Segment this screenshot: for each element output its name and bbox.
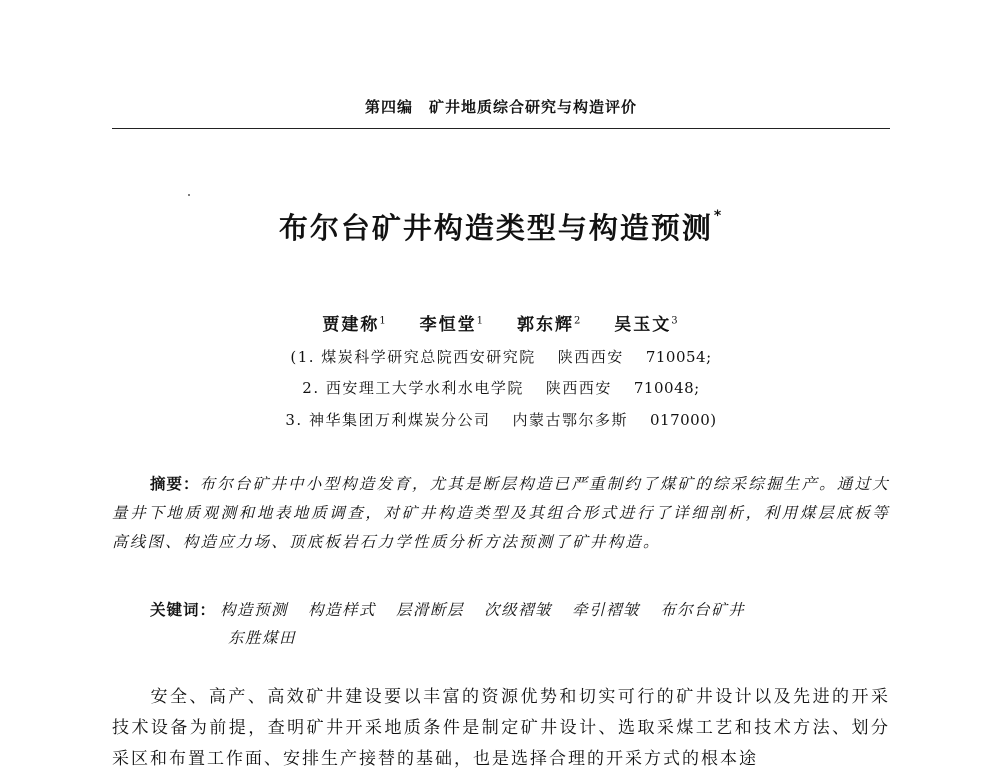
author-affil-mark: 3 (671, 315, 680, 327)
affiliation-line (112, 409, 890, 430)
title-footnote-mark: * (713, 208, 724, 224)
abstract (112, 470, 890, 557)
keywords-label: 关键词： (150, 601, 217, 619)
affiliation-org: (1. 煤炭科学研究总院西安研究院 (290, 348, 536, 366)
author-list (112, 310, 890, 335)
keyword: 层滑断层 (396, 601, 465, 619)
keyword: 构造样式 (308, 601, 377, 619)
author-name: 贾建称 (322, 315, 380, 335)
keywords (150, 596, 890, 652)
abstract-label: 摘要： (150, 475, 200, 493)
paper-title (112, 206, 890, 247)
affiliation-org: 2. 西安理工大学水利水电学院 (302, 379, 524, 397)
author-affil-mark: 2 (573, 315, 583, 327)
keyword: 次级褶皱 (484, 601, 553, 619)
author (322, 310, 387, 335)
body-text: 安全、高产、高效矿井建设要以丰富的资源优势和切实可行的矿井设计以及先进的开采技术设备为前提，查明矿井开采地质条件是制定矿井设计、选取采煤工艺和技术方法、划分采区和布置工作面、安排生产接替的基础，也是选择合理的开采方式的根本途 (112, 687, 890, 769)
affiliation-line (112, 346, 890, 367)
affiliation-postcode: 017000) (649, 411, 717, 429)
author-name: 李恒堂 (419, 315, 477, 335)
author-affil-mark: 1 (476, 315, 486, 327)
affiliation-place: 内蒙古鄂尔多斯 (512, 411, 628, 429)
affiliation-place: 陕西西安 (545, 379, 612, 397)
author (517, 310, 582, 335)
author (420, 310, 485, 335)
author-name: 郭东辉 (516, 315, 574, 335)
header-rule (112, 128, 890, 129)
affiliation-postcode: 710054; (645, 348, 712, 366)
affiliation-line (112, 377, 890, 398)
keyword: 布尔台矿井 (660, 601, 746, 619)
author-name: 吴玉文 (614, 315, 672, 335)
keyword: 东胜煤田 (228, 629, 297, 647)
title-text: 布尔台矿井构造类型与构造预测 (278, 211, 713, 245)
affiliation-org: 3. 神华集团万利煤炭分公司 (285, 411, 491, 429)
body-paragraph (112, 682, 890, 775)
scan-speck (188, 194, 190, 196)
affiliation-postcode: 710048; (633, 379, 700, 397)
author (614, 310, 679, 335)
affiliation-place: 陕西西安 (557, 348, 624, 366)
abstract-text: 布尔台矿井中小型构造发育，尤其是断层构造已严重制约了煤矿的综采综掘生产。通过大量井下地质观测和地表地质调查，对矿井构造类型及其组合形式进行了详细剖析，利用煤层底板等高线图、构造应力场、顶底板岩石力学性质分析方法预测了矿井构造。 (112, 475, 890, 551)
running-header: 第四编 矿井地质综合研究与构造评价 (364, 98, 637, 116)
author-affil-mark: 1 (379, 315, 388, 327)
keyword: 牵引褶皱 (572, 601, 641, 619)
keyword: 构造预测 (220, 601, 289, 619)
